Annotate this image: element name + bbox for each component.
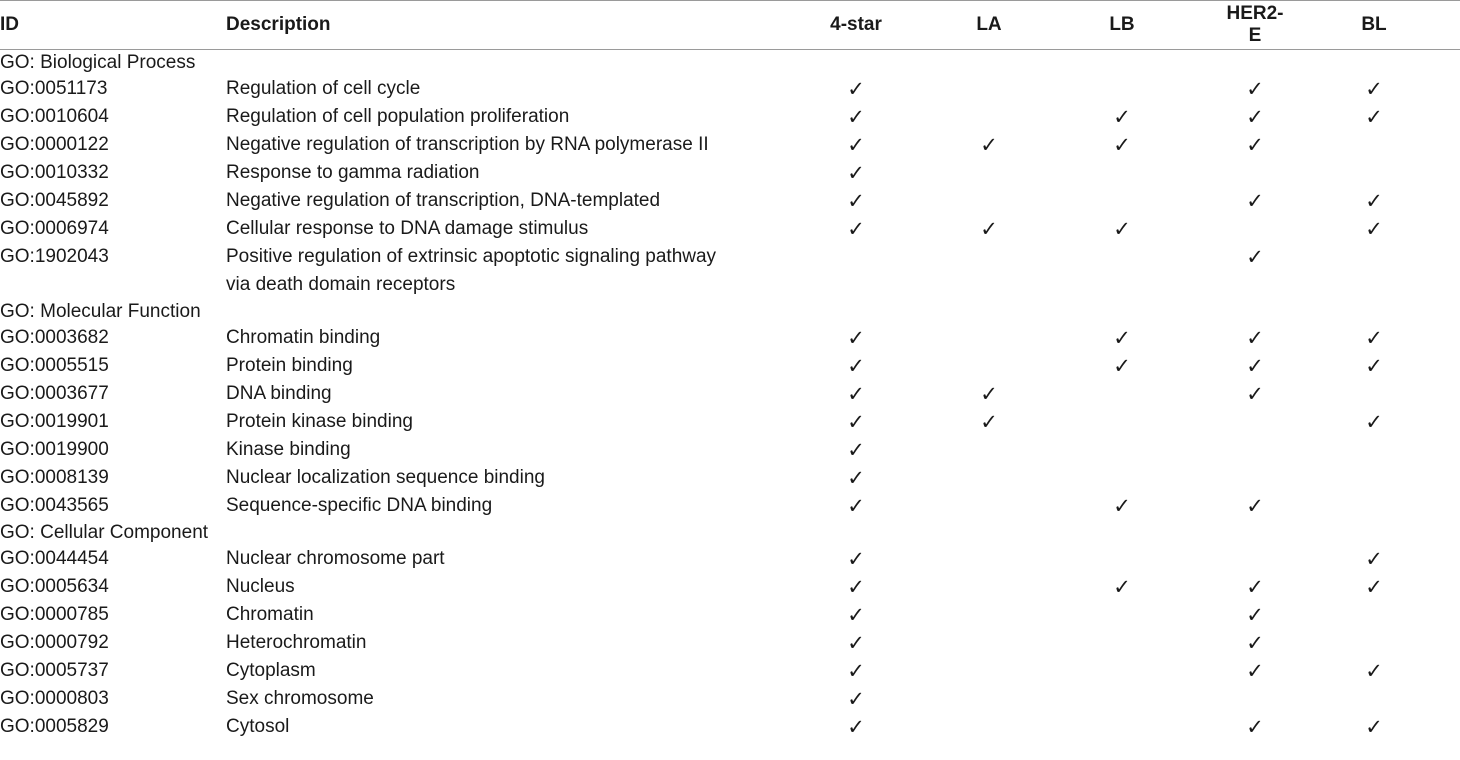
go-id-cell: GO:0019900 [0, 439, 109, 460]
check-mark-icon: ✓ [1365, 575, 1383, 599]
check-cell-her2-e [1222, 685, 1288, 713]
description-text: Sequence-specific DNA binding [226, 495, 493, 516]
go-id-cell: GO:0003682 [0, 327, 109, 348]
description-text: Positive regulation of extrinsic apoptotic signaling pathway [226, 246, 717, 267]
check-cell-la [956, 657, 1022, 685]
description-text: Cytosol [226, 716, 290, 737]
check-cell-la [956, 243, 1022, 299]
description-text: Protein binding [226, 355, 353, 376]
check-cell-la [956, 629, 1022, 657]
check-cell-bl [1288, 408, 1460, 436]
check-mark-icon: ✓ [1246, 659, 1264, 683]
table-row [0, 629, 1460, 657]
check-cell-lb [1022, 103, 1222, 131]
check-cell-lb [1022, 685, 1222, 713]
check-cell-bl [1288, 464, 1460, 492]
table-row [0, 131, 1460, 159]
check-mark-icon: ✓ [1246, 77, 1264, 101]
check-cell-her2-e [1222, 573, 1288, 601]
check-mark-icon: ✓ [847, 133, 865, 157]
check-cell-her2-e [1222, 380, 1288, 408]
check-cell-lb [1022, 352, 1222, 380]
check-mark-icon: ✓ [1365, 189, 1383, 213]
check-mark-icon: ✓ [980, 410, 998, 434]
section-title: GO: Biological Process [0, 52, 196, 73]
check-cell-4-star [756, 657, 956, 685]
description-cell [226, 713, 756, 741]
description-cell [226, 243, 756, 299]
check-cell-lb [1022, 629, 1222, 657]
check-cell-la [956, 713, 1022, 741]
check-cell-la [956, 215, 1022, 243]
check-mark-icon: ✓ [1113, 575, 1131, 599]
go-id-cell: GO:0000785 [0, 604, 109, 625]
check-cell-4-star [756, 352, 956, 380]
check-cell-bl [1288, 131, 1460, 159]
table-row [0, 685, 1460, 713]
table-row [0, 75, 1460, 103]
go-id-cell: GO:0051173 [0, 78, 108, 99]
check-cell-la [956, 573, 1022, 601]
check-mark-icon: ✓ [1113, 326, 1131, 350]
go-id-cell: GO:0008139 [0, 467, 109, 488]
check-cell-lb [1022, 545, 1222, 573]
check-cell-la [956, 380, 1022, 408]
go-id-cell: GO:0006974 [0, 218, 109, 239]
check-mark-icon: ✓ [1113, 217, 1131, 241]
check-mark-icon: ✓ [1246, 105, 1264, 129]
check-cell-her2-e [1222, 75, 1288, 103]
go-id-cell: GO:0005737 [0, 660, 109, 681]
check-mark-icon: ✓ [847, 494, 865, 518]
check-cell-her2-e [1222, 131, 1288, 159]
table-row [0, 713, 1460, 741]
check-cell-la [956, 464, 1022, 492]
header-bl: BL [1361, 14, 1387, 35]
check-cell-la [956, 131, 1022, 159]
description-text: Nucleus [226, 576, 295, 597]
check-mark-icon: ✓ [847, 161, 865, 185]
check-mark-icon: ✓ [1246, 326, 1264, 350]
description-cell [226, 352, 756, 380]
check-cell-la [956, 408, 1022, 436]
check-cell-la [956, 492, 1022, 520]
header-id: ID [0, 14, 19, 35]
description-cell [226, 103, 756, 131]
go-id-cell: GO:0000792 [0, 632, 109, 653]
check-cell-lb [1022, 573, 1222, 601]
header-lb: LB [1109, 14, 1135, 35]
check-cell-la [956, 187, 1022, 215]
check-cell-bl [1288, 243, 1460, 299]
check-cell-lb [1022, 215, 1222, 243]
check-mark-icon: ✓ [847, 105, 865, 129]
table-row [0, 324, 1460, 352]
description-cell [226, 380, 756, 408]
go-id-cell: GO:0019901 [0, 411, 109, 432]
check-cell-her2-e [1222, 545, 1288, 573]
check-mark-icon: ✓ [1365, 547, 1383, 571]
check-mark-icon: ✓ [1365, 77, 1383, 101]
header-row [0, 1, 1460, 50]
check-cell-bl [1288, 75, 1460, 103]
description-text: Regulation of cell cycle [226, 78, 421, 99]
check-mark-icon: ✓ [1113, 494, 1131, 518]
check-mark-icon: ✓ [980, 217, 998, 241]
description-cell [226, 187, 756, 215]
check-mark-icon: ✓ [847, 326, 865, 350]
check-mark-icon: ✓ [1113, 354, 1131, 378]
check-mark-icon: ✓ [847, 575, 865, 599]
check-mark-icon: ✓ [847, 189, 865, 213]
section-row [0, 299, 1460, 324]
check-cell-la [956, 685, 1022, 713]
go-id-cell: GO:0005634 [0, 576, 109, 597]
check-mark-icon: ✓ [847, 77, 865, 101]
check-cell-her2-e [1222, 408, 1288, 436]
check-mark-icon: ✓ [1246, 382, 1264, 406]
description-text: Response to gamma radiation [226, 162, 480, 183]
check-cell-lb [1022, 601, 1222, 629]
check-cell-4-star [756, 243, 956, 299]
check-mark-icon: ✓ [847, 354, 865, 378]
description-text: Heterochromatin [226, 632, 367, 653]
check-cell-la [956, 436, 1022, 464]
check-mark-icon: ✓ [1365, 326, 1383, 350]
go-id-cell: GO:0045892 [0, 190, 109, 211]
go-id-cell: GO:0010332 [0, 162, 109, 183]
check-cell-4-star [756, 713, 956, 741]
check-cell-4-star [756, 324, 956, 352]
check-cell-lb [1022, 492, 1222, 520]
go-id-cell: GO:0003677 [0, 383, 109, 404]
check-mark-icon: ✓ [847, 410, 865, 434]
check-cell-bl [1288, 713, 1460, 741]
check-cell-her2-e [1222, 243, 1288, 299]
description-cell [226, 75, 756, 103]
description-text: Negative regulation of transcription by RNA polymerase II [226, 134, 709, 155]
table-body [0, 50, 1460, 742]
section-row [0, 520, 1460, 545]
section-title: GO: Cellular Component [0, 522, 209, 543]
check-mark-icon: ✓ [847, 382, 865, 406]
table-row [0, 159, 1460, 187]
check-cell-her2-e [1222, 324, 1288, 352]
check-mark-icon: ✓ [1365, 217, 1383, 241]
check-mark-icon: ✓ [847, 217, 865, 241]
check-mark-icon: ✓ [1246, 575, 1264, 599]
check-mark-icon: ✓ [847, 631, 865, 655]
description-cell [226, 657, 756, 685]
table-row [0, 492, 1460, 520]
check-cell-bl [1288, 159, 1460, 187]
check-mark-icon: ✓ [1246, 494, 1264, 518]
table-header [0, 1, 1460, 50]
check-cell-4-star [756, 436, 956, 464]
check-mark-icon: ✓ [1246, 189, 1264, 213]
check-cell-her2-e [1222, 629, 1288, 657]
check-cell-bl [1288, 685, 1460, 713]
check-cell-lb [1022, 75, 1222, 103]
section-row [0, 50, 1460, 76]
description-cell [226, 131, 756, 159]
check-cell-bl [1288, 380, 1460, 408]
check-mark-icon: ✓ [1365, 105, 1383, 129]
check-mark-icon: ✓ [847, 547, 865, 571]
description-cell [226, 408, 756, 436]
check-cell-bl [1288, 545, 1460, 573]
go-id-cell: GO:0005515 [0, 355, 109, 376]
check-cell-her2-e [1222, 657, 1288, 685]
check-cell-la [956, 324, 1022, 352]
go-id-cell: GO:1902043 [0, 246, 109, 267]
check-mark-icon: ✓ [847, 466, 865, 490]
description-cell [226, 215, 756, 243]
check-mark-icon: ✓ [1365, 354, 1383, 378]
go-id-cell: GO:0005829 [0, 716, 109, 737]
check-mark-icon: ✓ [1246, 133, 1264, 157]
go-id-cell: GO:0044454 [0, 548, 109, 569]
check-cell-4-star [756, 187, 956, 215]
go-id-cell: GO:0043565 [0, 495, 109, 516]
check-cell-4-star [756, 408, 956, 436]
check-mark-icon: ✓ [1246, 715, 1264, 739]
table-row [0, 243, 1460, 299]
table-row [0, 464, 1460, 492]
check-cell-4-star [756, 215, 956, 243]
table-row [0, 408, 1460, 436]
description-text: Sex chromosome [226, 688, 374, 709]
check-cell-4-star [756, 545, 956, 573]
description-cell [226, 464, 756, 492]
description-text: Chromatin binding [226, 327, 381, 348]
check-cell-lb [1022, 408, 1222, 436]
check-cell-4-star [756, 573, 956, 601]
description-text: Negative regulation of transcription, DNA-templated [226, 190, 661, 211]
check-mark-icon: ✓ [847, 603, 865, 627]
header-4-star: 4-star [830, 14, 882, 35]
check-mark-icon: ✓ [1246, 245, 1264, 269]
description-cell [226, 159, 756, 187]
description-text: Kinase binding [226, 439, 351, 460]
check-cell-her2-e [1222, 187, 1288, 215]
check-mark-icon: ✓ [1113, 105, 1131, 129]
check-cell-her2-e [1222, 436, 1288, 464]
check-cell-lb [1022, 324, 1222, 352]
check-cell-lb [1022, 657, 1222, 685]
check-cell-lb [1022, 436, 1222, 464]
check-cell-lb [1022, 131, 1222, 159]
description-text: Nuclear localization sequence binding [226, 467, 545, 488]
table-row [0, 545, 1460, 573]
check-cell-her2-e [1222, 352, 1288, 380]
description-text-continued: via death domain receptors [226, 274, 456, 295]
go-id-cell: GO:0000122 [0, 134, 109, 155]
check-cell-lb [1022, 713, 1222, 741]
check-mark-icon: ✓ [1113, 133, 1131, 157]
check-cell-4-star [756, 75, 956, 103]
check-cell-4-star [756, 685, 956, 713]
check-cell-4-star [756, 464, 956, 492]
table-row [0, 380, 1460, 408]
check-cell-bl [1288, 601, 1460, 629]
check-cell-la [956, 159, 1022, 187]
description-cell [226, 629, 756, 657]
check-cell-la [956, 103, 1022, 131]
check-cell-bl [1288, 436, 1460, 464]
description-text: Regulation of cell population proliferation [226, 106, 570, 127]
check-mark-icon: ✓ [847, 438, 865, 462]
description-cell [226, 601, 756, 629]
description-cell [226, 324, 756, 352]
check-cell-her2-e [1222, 103, 1288, 131]
check-mark-icon: ✓ [1246, 354, 1264, 378]
check-mark-icon: ✓ [847, 687, 865, 711]
description-text: DNA binding [226, 383, 332, 404]
table-row [0, 215, 1460, 243]
header-description: Description [226, 14, 331, 35]
check-cell-la [956, 352, 1022, 380]
check-cell-bl [1288, 492, 1460, 520]
check-cell-lb [1022, 243, 1222, 299]
check-cell-bl [1288, 573, 1460, 601]
check-cell-4-star [756, 629, 956, 657]
table-row [0, 573, 1460, 601]
check-cell-4-star [756, 159, 956, 187]
description-cell [226, 685, 756, 713]
check-cell-4-star [756, 492, 956, 520]
check-cell-lb [1022, 159, 1222, 187]
check-cell-her2-e [1222, 215, 1288, 243]
check-cell-bl [1288, 352, 1460, 380]
check-cell-bl [1288, 187, 1460, 215]
description-text: Cytoplasm [226, 660, 316, 681]
check-cell-bl [1288, 324, 1460, 352]
description-cell [226, 545, 756, 573]
check-mark-icon: ✓ [980, 382, 998, 406]
table-row [0, 601, 1460, 629]
section-title: GO: Molecular Function [0, 301, 201, 322]
table-row [0, 657, 1460, 685]
table-row [0, 103, 1460, 131]
description-text: Nuclear chromosome part [226, 548, 445, 569]
description-text: Protein kinase binding [226, 411, 413, 432]
check-mark-icon: ✓ [847, 659, 865, 683]
check-cell-lb [1022, 380, 1222, 408]
description-cell [226, 492, 756, 520]
description-text: Chromatin [226, 604, 314, 625]
check-cell-la [956, 601, 1022, 629]
check-cell-la [956, 75, 1022, 103]
description-cell [226, 573, 756, 601]
check-mark-icon: ✓ [1365, 715, 1383, 739]
description-cell [226, 436, 756, 464]
check-cell-bl [1288, 215, 1460, 243]
table-row [0, 352, 1460, 380]
check-cell-bl [1288, 103, 1460, 131]
check-cell-bl [1288, 629, 1460, 657]
check-cell-lb [1022, 187, 1222, 215]
check-cell-4-star [756, 601, 956, 629]
check-cell-4-star [756, 380, 956, 408]
check-mark-icon: ✓ [847, 715, 865, 739]
go-id-cell: GO:0010604 [0, 106, 109, 127]
check-mark-icon: ✓ [1246, 603, 1264, 627]
check-mark-icon: ✓ [1365, 659, 1383, 683]
check-mark-icon: ✓ [1246, 631, 1264, 655]
check-cell-lb [1022, 464, 1222, 492]
check-cell-her2-e [1222, 601, 1288, 629]
check-cell-la [956, 545, 1022, 573]
table-row [0, 436, 1460, 464]
check-cell-her2-e [1222, 713, 1288, 741]
check-cell-4-star [756, 103, 956, 131]
check-cell-her2-e [1222, 464, 1288, 492]
check-cell-her2-e [1222, 492, 1288, 520]
header-her2-e: HER2-E [1226, 3, 1284, 46]
go-id-cell: GO:0000803 [0, 688, 109, 709]
check-cell-bl [1288, 657, 1460, 685]
table-row [0, 187, 1460, 215]
check-mark-icon: ✓ [1365, 410, 1383, 434]
check-cell-her2-e [1222, 159, 1288, 187]
check-cell-4-star [756, 131, 956, 159]
description-text: Cellular response to DNA damage stimulus [226, 218, 589, 239]
check-mark-icon: ✓ [980, 133, 998, 157]
header-la: LA [976, 14, 1002, 35]
